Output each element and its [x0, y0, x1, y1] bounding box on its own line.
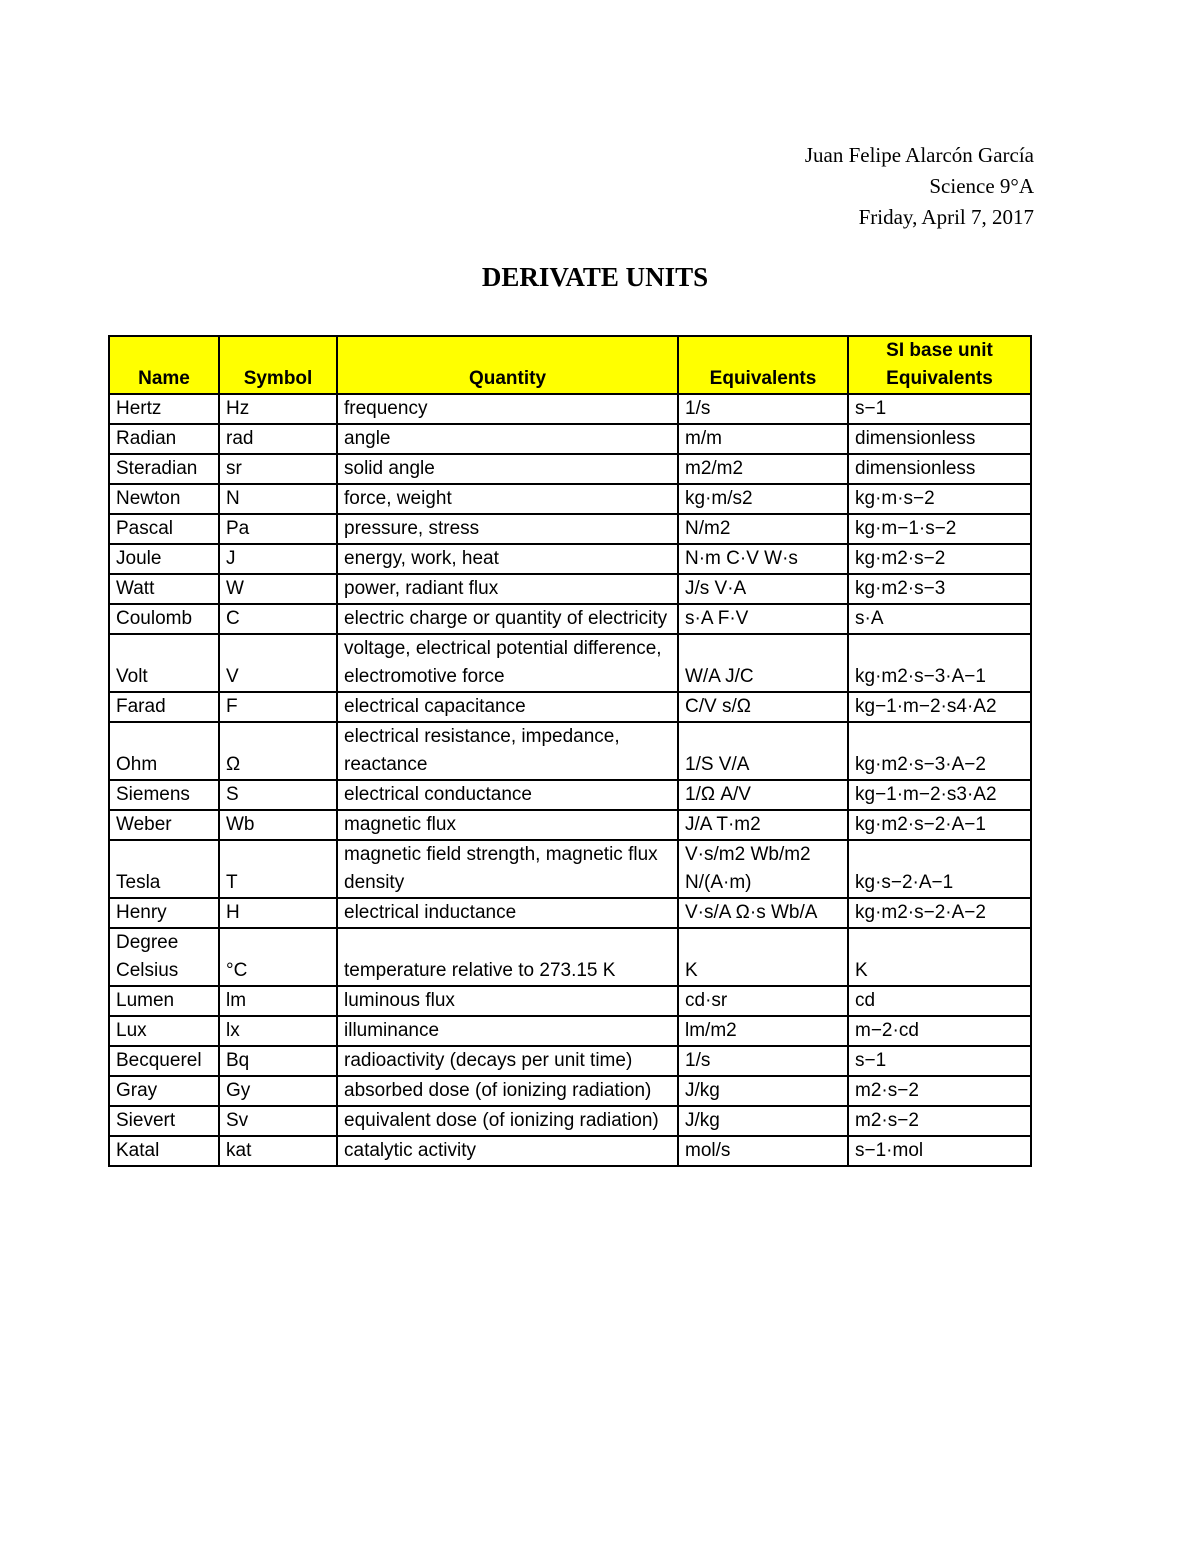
- cell-equivalents: kg·m/s2: [678, 484, 848, 514]
- cell-quantity: equivalent dose (of ionizing radiation): [337, 1106, 678, 1136]
- table-row: [109, 1106, 1031, 1136]
- column-header-quantity: Quantity: [337, 336, 678, 394]
- cell-equivalents: J/s V·A: [678, 574, 848, 604]
- column-header-symbol: Symbol: [219, 336, 337, 394]
- table-row: [109, 1016, 1031, 1046]
- cell-quantity: angle: [337, 424, 678, 454]
- cell-equivalents: C/V s/Ω: [678, 692, 848, 722]
- cell-quantity: solid angle: [337, 454, 678, 484]
- cell-si-equivalents: kg·m2·s−2·A−1: [848, 810, 1031, 840]
- cell-symbol: rad: [219, 424, 337, 454]
- cell-si-equivalents: m−2·cd: [848, 1016, 1031, 1046]
- table-row: [109, 1136, 1031, 1166]
- author-name: Juan Felipe Alarcón García: [804, 143, 1034, 167]
- cell-quantity: electrical resistance, impedance, reactance: [337, 722, 678, 780]
- table-row: [109, 544, 1031, 574]
- cell-si-equivalents: cd: [848, 986, 1031, 1016]
- cell-symbol: Gy: [219, 1076, 337, 1106]
- cell-symbol: N: [219, 484, 337, 514]
- cell-equivalents: W/A J/C: [678, 634, 848, 692]
- cell-quantity: electrical inductance: [337, 898, 678, 928]
- cell-si-equivalents: m2·s−2: [848, 1076, 1031, 1106]
- cell-equivalents: s·A F·V: [678, 604, 848, 634]
- table-row: [109, 928, 1031, 986]
- cell-name: Degree Celsius: [109, 928, 219, 986]
- table-body: [109, 394, 1031, 1166]
- table-row: [109, 1046, 1031, 1076]
- column-header-name: Name: [109, 336, 219, 394]
- table-row: [109, 484, 1031, 514]
- table-row: [109, 574, 1031, 604]
- cell-equivalents: m2/m2: [678, 454, 848, 484]
- cell-equivalents: V·s/A Ω·s Wb/A: [678, 898, 848, 928]
- cell-quantity: energy, work, heat: [337, 544, 678, 574]
- cell-symbol: Wb: [219, 810, 337, 840]
- cell-equivalents: lm/m2: [678, 1016, 848, 1046]
- cell-equivalents: N/m2: [678, 514, 848, 544]
- cell-si-equivalents: kg·m·s−2: [848, 484, 1031, 514]
- cell-si-equivalents: s−1: [848, 1046, 1031, 1076]
- cell-equivalents: 1/s: [678, 1046, 848, 1076]
- cell-si-equivalents: dimensionless: [848, 424, 1031, 454]
- cell-name: Katal: [109, 1136, 219, 1166]
- cell-symbol: kat: [219, 1136, 337, 1166]
- cell-name: Watt: [109, 574, 219, 604]
- table-row: [109, 424, 1031, 454]
- cell-quantity: voltage, electrical potential difference, electromotive force: [337, 634, 678, 692]
- cell-name: Newton: [109, 484, 219, 514]
- cell-si-equivalents: kg·m2·s−2·A−2: [848, 898, 1031, 928]
- cell-name: Ohm: [109, 722, 219, 780]
- cell-quantity: illuminance: [337, 1016, 678, 1046]
- cell-symbol: lx: [219, 1016, 337, 1046]
- cell-equivalents: V·s/m2 Wb/m2 N/(A·m): [678, 840, 848, 898]
- cell-name: Lumen: [109, 986, 219, 1016]
- table-row: [109, 898, 1031, 928]
- cell-quantity: electrical capacitance: [337, 692, 678, 722]
- cell-quantity: magnetic flux: [337, 810, 678, 840]
- cell-quantity: radioactivity (decays per unit time): [337, 1046, 678, 1076]
- cell-si-equivalents: s−1: [848, 394, 1031, 424]
- cell-si-equivalents: kg·m−1·s−2: [848, 514, 1031, 544]
- cell-si-equivalents: kg−1·m−2·s3·A2: [848, 780, 1031, 810]
- cell-quantity: electrical conductance: [337, 780, 678, 810]
- cell-quantity: luminous flux: [337, 986, 678, 1016]
- cell-si-equivalents: K: [848, 928, 1031, 986]
- cell-quantity: frequency: [337, 394, 678, 424]
- cell-name: Volt: [109, 634, 219, 692]
- column-header-equivalents: Equivalents: [678, 336, 848, 394]
- column-header-si-equivalents: SI base unit Equivalents: [848, 336, 1031, 394]
- cell-quantity: absorbed dose (of ionizing radiation): [337, 1076, 678, 1106]
- cell-quantity: catalytic activity: [337, 1136, 678, 1166]
- date: Friday, April 7, 2017: [858, 205, 1034, 229]
- cell-symbol: Pa: [219, 514, 337, 544]
- cell-symbol: J: [219, 544, 337, 574]
- cell-quantity: electric charge or quantity of electricity: [337, 604, 678, 634]
- table-row: [109, 780, 1031, 810]
- cell-si-equivalents: m2·s−2: [848, 1106, 1031, 1136]
- table-row: [109, 1076, 1031, 1106]
- cell-quantity: pressure, stress: [337, 514, 678, 544]
- cell-si-equivalents: kg·m2·s−3: [848, 574, 1031, 604]
- author-block: [805, 140, 1034, 233]
- cell-equivalents: 1/S V/A: [678, 722, 848, 780]
- cell-symbol: °C: [219, 928, 337, 986]
- cell-si-equivalents: kg·m2·s−3·A−1: [848, 634, 1031, 692]
- cell-name: Tesla: [109, 840, 219, 898]
- cell-equivalents: J/A T·m2: [678, 810, 848, 840]
- class-name: Science 9°A: [929, 174, 1034, 198]
- cell-name: Gray: [109, 1076, 219, 1106]
- cell-symbol: Bq: [219, 1046, 337, 1076]
- cell-equivalents: cd·sr: [678, 986, 848, 1016]
- table-row: [109, 394, 1031, 424]
- cell-quantity: power, radiant flux: [337, 574, 678, 604]
- table-row: [109, 604, 1031, 634]
- cell-symbol: W: [219, 574, 337, 604]
- cell-symbol: V: [219, 634, 337, 692]
- cell-name: Hertz: [109, 394, 219, 424]
- cell-symbol: Sv: [219, 1106, 337, 1136]
- table-row: [109, 514, 1031, 544]
- table-row: [109, 810, 1031, 840]
- cell-name: Henry: [109, 898, 219, 928]
- table-row: [109, 722, 1031, 780]
- table-row: [109, 634, 1031, 692]
- cell-name: Coulomb: [109, 604, 219, 634]
- cell-symbol: H: [219, 898, 337, 928]
- cell-equivalents: N·m C·V W·s: [678, 544, 848, 574]
- cell-symbol: sr: [219, 454, 337, 484]
- cell-name: Steradian: [109, 454, 219, 484]
- cell-si-equivalents: s−1·mol: [848, 1136, 1031, 1166]
- cell-si-equivalents: dimensionless: [848, 454, 1031, 484]
- table-row: [109, 840, 1031, 898]
- table-row: [109, 692, 1031, 722]
- page-title: DERIVATE UNITS: [481, 262, 709, 292]
- cell-name: Radian: [109, 424, 219, 454]
- cell-quantity: force, weight: [337, 484, 678, 514]
- cell-symbol: C: [219, 604, 337, 634]
- table-row: [109, 986, 1031, 1016]
- cell-equivalents: 1/Ω A/V: [678, 780, 848, 810]
- cell-equivalents: J/kg: [678, 1106, 848, 1136]
- cell-equivalents: 1/s: [678, 394, 848, 424]
- cell-equivalents: mol/s: [678, 1136, 848, 1166]
- cell-si-equivalents: s·A: [848, 604, 1031, 634]
- units-table: [108, 335, 1032, 1167]
- table-header-row: [109, 336, 1031, 394]
- cell-name: Siemens: [109, 780, 219, 810]
- cell-si-equivalents: kg·s−2·A−1: [848, 840, 1031, 898]
- cell-si-equivalents: kg·m2·s−3·A−2: [848, 722, 1031, 780]
- cell-name: Lux: [109, 1016, 219, 1046]
- cell-si-equivalents: kg·m2·s−2: [848, 544, 1031, 574]
- cell-si-equivalents: kg−1·m−2·s4·A2: [848, 692, 1031, 722]
- cell-symbol: Hz: [219, 394, 337, 424]
- cell-name: Farad: [109, 692, 219, 722]
- cell-symbol: F: [219, 692, 337, 722]
- cell-name: Weber: [109, 810, 219, 840]
- cell-equivalents: J/kg: [678, 1076, 848, 1106]
- cell-symbol: lm: [219, 986, 337, 1016]
- cell-name: Becquerel: [109, 1046, 219, 1076]
- cell-equivalents: K: [678, 928, 848, 986]
- cell-quantity: magnetic field strength, magnetic flux density: [337, 840, 678, 898]
- cell-quantity: temperature relative to 273.15 K: [337, 928, 678, 986]
- cell-equivalents: m/m: [678, 424, 848, 454]
- cell-name: Pascal: [109, 514, 219, 544]
- cell-symbol: T: [219, 840, 337, 898]
- cell-symbol: Ω: [219, 722, 337, 780]
- cell-name: Joule: [109, 544, 219, 574]
- cell-symbol: S: [219, 780, 337, 810]
- table-row: [109, 454, 1031, 484]
- cell-name: Sievert: [109, 1106, 219, 1136]
